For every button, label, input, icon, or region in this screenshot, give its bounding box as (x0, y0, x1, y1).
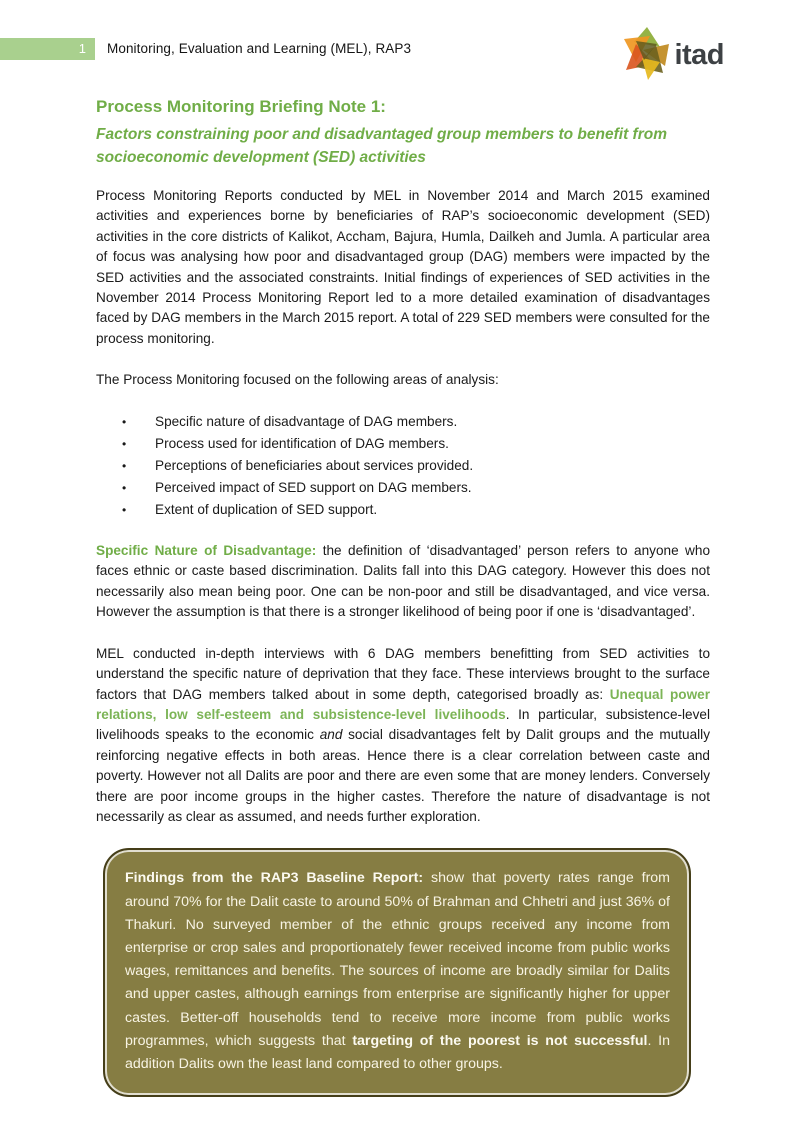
section-heading: Specific Nature of Disadvantage: (96, 543, 317, 559)
findings-lead: Findings from the RAP3 Baseline Report: (125, 870, 424, 887)
list-item (96, 500, 710, 520)
itad-star-icon (622, 26, 672, 80)
bullet-icon: • (122, 502, 127, 517)
page-number: 1 (78, 41, 86, 56)
list-item (96, 434, 710, 454)
list-item-text: Extent of duplication of SED support. (155, 501, 378, 517)
page-title: Process Monitoring Briefing Note 1: (96, 97, 386, 116)
findings-text-1: show that poverty rates range from around 70% for the Dalit caste to around 50% of Brahman and Chhetri and just 36% of Thakuri. No surveyed member of the ethnic groups received any income from enterprise or crop sales and proportionately fewer received income from public works wages, remittances and benefits. The sources of income are broadly similar for Dalits and upper castes, although earnings from enterprise are significantly higher for upper castes. Better-off households tend to receive more income from public works programmes, which suggests that (125, 870, 671, 1049)
interviews-italic-word: and (319, 727, 343, 743)
findings-callout-box (103, 848, 691, 1097)
list-item (96, 478, 710, 498)
itad-logo (622, 26, 724, 80)
analysis-areas-list (96, 412, 710, 520)
page-subtitle: Factors constraining poor and disadvantaged group members to benefit from socioeconomic development (SED) activities (96, 126, 667, 166)
list-item-text: Perceptions of beneficiaries about services provided. (155, 457, 474, 473)
list-item-text: Process used for identification of DAG members. (155, 435, 449, 451)
header-title: Monitoring, Evaluation and Learning (MEL), RAP3 (107, 41, 412, 56)
intro-paragraph: Process Monitoring Reports conducted by MEL in November 2014 and March 2015 examined activities and experiences borne by beneficiaries of RAP’s socioeconomic development (SED) activities in the core districts of Kalikot, Accham, Bajura, Humla, Dailkeh and Jumla. A particular area of focus was analysing how poor and disadvantaged group (DAG) members were impacted by the SED activities and the associated constraints. Initial findings of experiences of SED activities in the November 2014 Process Monitoring Report led to a more detailed examination of disadvantages faced by DAG members in the March 2015 report. A total of 229 SED members were consulted for the process monitoring. (96, 188, 710, 346)
bullet-icon: • (122, 436, 127, 451)
list-item-text: Perceived impact of SED support on DAG members. (155, 479, 472, 495)
findings-text-2: . In addition Dalits own the least land compared to other groups. (125, 1032, 670, 1072)
interviews-text-2: . In particular, subsistence-level livelihoods speaks to the economic (96, 706, 710, 743)
list-item-text: Specific nature of disadvantage of DAG members. (155, 413, 458, 429)
list-item (96, 412, 710, 432)
findings-bold-phrase: targeting of the poorest is not successful (352, 1032, 648, 1049)
interviews-text-1: MEL conducted in-depth interviews with 6 DAG members benefitting from SED activities to understand the specific nature of deprivation that they face. These interviews brought to the surface factors that DAG members talked about in some depth, categorised broadly as: (96, 645, 710, 702)
bullet-icon: • (122, 480, 127, 495)
interviews-text-3: social disadvantages felt by Dalit groups and the mutually reinforcing negative effects in both areas. Hence there is a clear correlation between caste and poverty. However not all Dalits are poor and there are even some that are money lenders. Conversely there are poor income groups in the higher castes. Therefore the nature of disadvantage is not necessarily as clear as assumed, and needs further exploration. (96, 727, 710, 824)
interviews-paragraph (96, 644, 710, 828)
itad-logo-text: itad (674, 38, 724, 71)
section-text: the definition of ‘disadvantaged’ person refers to anyone who faces ethnic or caste based discrimination. Dalits fall into this DAG category. However this does not necessarily also mean being poor. One can be non-poor and still be disadvantaged, and vice versa. However the assumption is that there is a stronger likelihood of being poor if one is ‘disadvantaged’. (96, 543, 710, 620)
page-number-bar (0, 38, 95, 60)
focus-intro-paragraph: The Process Monitoring focused on the following areas of analysis: (96, 372, 499, 388)
list-item (96, 456, 710, 476)
interviews-highlight: Unequal power relations, low self-esteem and subsistence-level livelihoods (96, 686, 710, 722)
document-body (96, 97, 710, 1097)
disadvantage-section-paragraph (96, 541, 710, 623)
bullet-icon: • (122, 458, 127, 473)
bullet-icon: • (122, 414, 127, 429)
